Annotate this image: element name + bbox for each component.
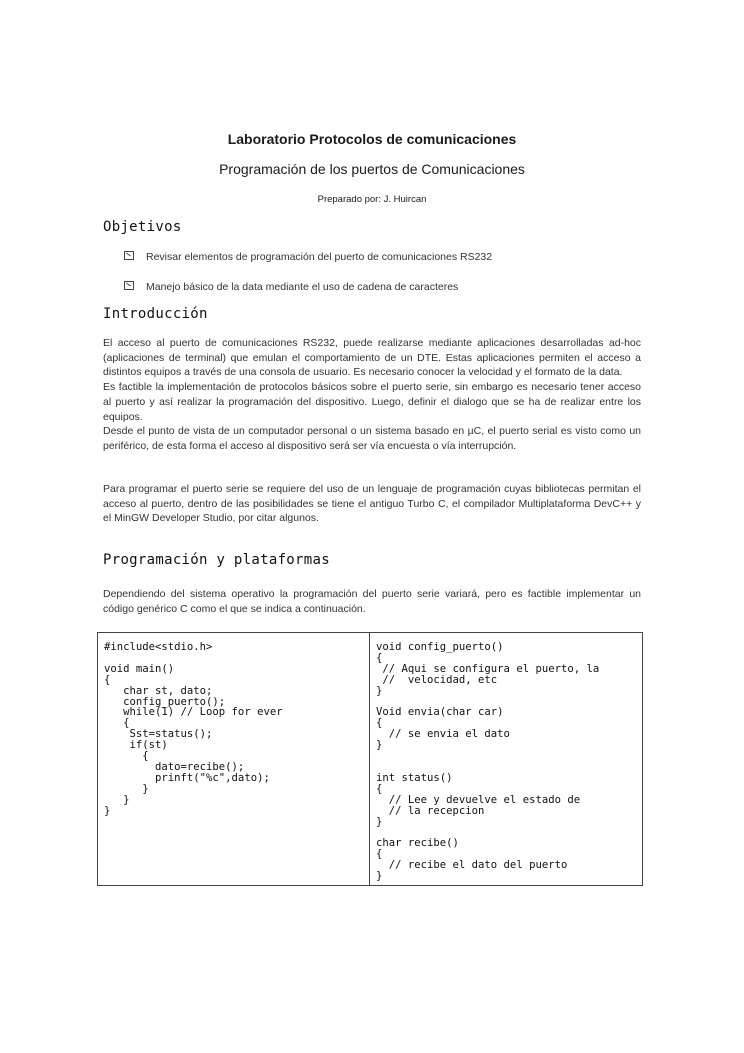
introduccion-paragraph-2: Para programar el puerto serie se requiere del uso de un lenguaje de programación cuyas bibliotecas permitan el acceso al puerto, dentro de las posibilidades se tiene el antiguo Turbo C, el compilador Multiplataforma DevC++ y el MinGW Developer Studio, por citar algunos. [103,483,641,525]
code-cell-functions [370,633,642,885]
document-subtitle: Programación de los puertos de Comunicaciones [219,161,525,177]
introduccion-paragraph-1: El acceso al puerto de comunicaciones RS232, puede realizarse mediante aplicaciones desarrolladas ad-hoc (aplicaciones de terminal) que emulan el comportamiento de un DTE. Estas aplicaciones permiten el acceso a distintos equipos a través de una consola de usuario. Es necesario conocer la velocidad y el formato de la data. Es factible la implementación de protocolos básicos sobre el puerto serie, sin embargo es necesario tener acceso al puerto y así realizar la programación del dispositivo. Luego, definir el dialogo que se ha de realizar entre los equipos. Desde el punto de vista de un computador personal o un sistema basado en µC, el puerto serial es visto como un periférico, de esta forma el acceso al dispositivo será ser vía encuesta o vía interrupción. [103,337,641,452]
checkbox-bullet-icon [124,281,134,290]
document-title: Laboratorio Protocolos de comunicaciones [227,131,517,147]
objetivos-heading: Objetivos [103,219,182,235]
programacion-paragraph: Dependiendo del sistema operativo la programación del puerto serie variará, pero es factible implementar un código genérico C como el que se indica a continuación. [103,588,641,615]
document-author: Preparado por: J. Huircan [317,194,427,205]
code-table [97,632,643,886]
checkbox-bullet-icon [124,251,134,260]
programacion-heading: Programación y plataformas [103,552,330,568]
code-main: #include<stdio.h> void main() { char st, dato; config_puerto(); while(1) // Loop for ever { Sst=status(); if(st) { dato=recibe(); prinft("%c",dato); } } } [104,641,283,817]
objetivo-item-text: Revisar elementos de programación del puerto de comunicaciones RS232 [146,251,493,263]
objetivo-item-text: Manejo básico de la data mediante el uso de cadena de caracteres [146,281,459,293]
code-functions: void config_puerto() { // Aqui se configura el puerto, la // velocidad, etc } Void envia(char car) { // se envia el dato } int status() { // Lee y devuelve el estado de // la recepcion } char recibe() { // recibe el dato del puerto } [376,641,600,883]
code-cell-main [98,633,370,885]
objetivo-item [124,251,492,263]
introduccion-heading: Introducción [103,306,208,322]
objetivo-item [124,281,458,293]
